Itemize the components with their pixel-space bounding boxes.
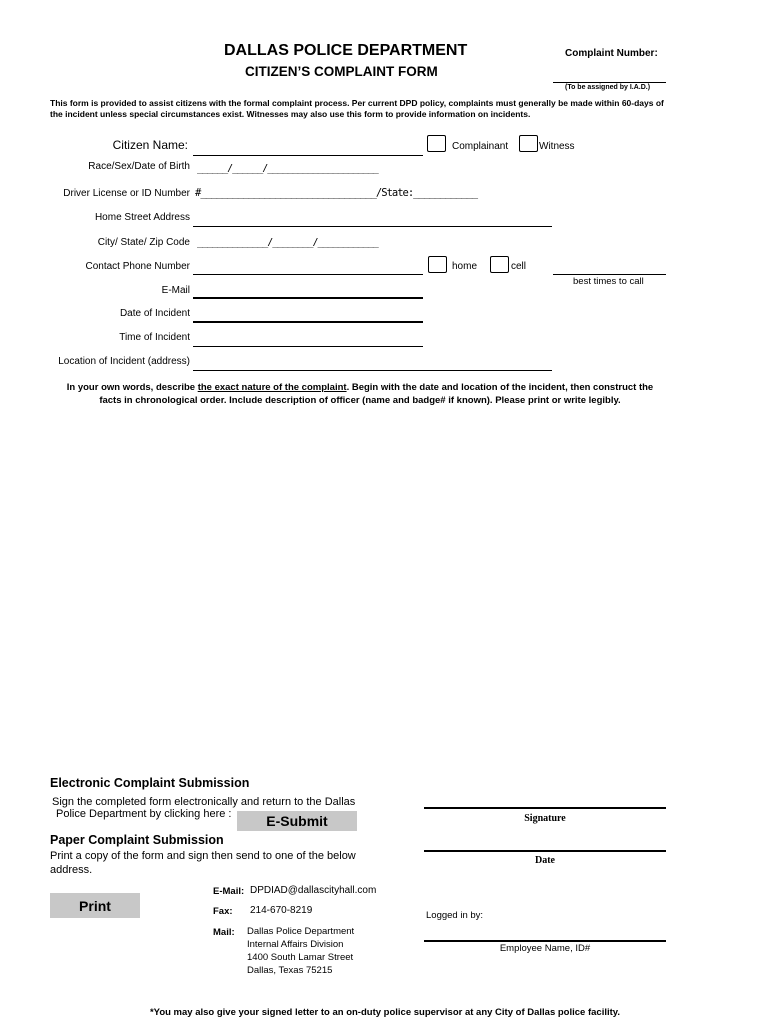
home-phone-label: home [452, 261, 478, 272]
best-times-field[interactable] [553, 274, 666, 275]
electronic-line-2: Police Department by clicking here : [56, 808, 232, 820]
driver-license-label: Driver License or ID Number [63, 188, 190, 199]
complainant-label: Complainant [452, 141, 509, 152]
e-submit-button[interactable]: E-Submit [237, 811, 357, 831]
mail-line-3: 1400 South Lamar Street [247, 952, 354, 963]
home-phone-checkbox[interactable] [428, 256, 447, 273]
mail-line-2: Internal Affairs Division [247, 939, 344, 950]
instructions-line-1: In your own words, describe the exact nature of the complaint. Begin with the date and location of the incident, then construct the [66, 382, 654, 393]
complainant-checkbox[interactable] [427, 135, 446, 152]
witness-checkbox[interactable] [519, 135, 538, 152]
complaint-number-label: Complaint Number: [565, 48, 658, 59]
contact-mail-label: Mail: [213, 927, 235, 938]
paper-heading: Paper Complaint Submission [50, 833, 224, 847]
best-times-label: best times to call [573, 276, 644, 287]
footer-note: *You may also give your signed letter to an on-duty police supervisor at any City of Dallas police facility. [149, 1007, 620, 1018]
mail-line-4: Dallas, Texas 75215 [247, 965, 333, 976]
race-sex-dob-label: Race/Sex/Date of Birth [88, 161, 190, 172]
contact-phone-label: Contact Phone Number [85, 261, 190, 272]
date-of-incident-label: Date of Incident [119, 308, 190, 319]
contact-email-label: E-Mail: [213, 886, 245, 897]
race-sex-dob-field[interactable]: ______/______/______________________ [197, 163, 378, 174]
electronic-heading: Electronic Complaint Submission [50, 776, 250, 790]
cell-phone-label: cell [511, 261, 527, 272]
complaint-number-line [553, 82, 666, 83]
citizen-name-field[interactable] [193, 155, 423, 156]
date-signed-line[interactable] [424, 850, 666, 852]
email-field[interactable] [193, 297, 423, 299]
assigned-note: (To be assigned by I.A.D.) [565, 84, 651, 91]
intro-line-1: This form is provided to assist citizens with the formal complaint process. Per current DPD policy, complaints must generally be made within 60-days of [50, 98, 664, 108]
date-signed-label: Date [535, 855, 555, 866]
location-label: Location of Incident (address) [58, 356, 190, 367]
city-state-zip-field[interactable]: ______________/________/____________ [197, 237, 378, 248]
contact-phone-field[interactable] [193, 274, 423, 275]
instructions-underlined: the exact nature of the complaint [197, 382, 347, 393]
instructions-line-2: facts in chronological order. Include description of officer (name and badge# if known). Please print or write legibly. [99, 395, 621, 406]
signature-line[interactable] [424, 807, 666, 809]
paper-line-2: address. [50, 864, 93, 876]
contact-email-value[interactable]: DPDIAD@dallascityhall.com [250, 885, 377, 896]
page-title: DALLAS POLICE DEPARTMENT [224, 42, 468, 59]
date-of-incident-field[interactable] [193, 321, 423, 323]
signature-label: Signature [524, 813, 566, 824]
mail-line-1: Dallas Police Department [247, 926, 355, 937]
logged-in-by-label: Logged in by: [426, 910, 484, 921]
complaint-narrative-area[interactable] [50, 412, 666, 767]
witness-label: Witness [539, 141, 575, 152]
email-label: E-Mail [161, 285, 190, 296]
time-of-incident-field[interactable] [193, 346, 423, 347]
paper-line-1: Print a copy of the form and sign then send to one of the below [50, 850, 356, 862]
form-subtitle: CITIZEN’S COMPLAINT FORM [245, 64, 438, 79]
contact-fax-label: Fax: [213, 906, 233, 917]
city-state-zip-label: City/ State/ Zip Code [97, 237, 190, 248]
intro-line-2: the incident unless special circumstances exist. Witnesses may also use this form to provide information on incidents. [50, 109, 531, 119]
home-street-field[interactable] [193, 226, 552, 227]
contact-fax-value: 214-670-8219 [250, 905, 313, 916]
employee-label: Employee Name, ID# [499, 943, 591, 954]
location-field[interactable] [193, 370, 552, 371]
cell-phone-checkbox[interactable] [490, 256, 509, 273]
print-button[interactable]: Print [50, 893, 140, 918]
driver-license-field[interactable]: #_________________________________/State:____________ [195, 187, 478, 199]
electronic-line-1: Sign the completed form electronically and return to the Dallas [52, 796, 356, 808]
time-of-incident-label: Time of Incident [119, 332, 190, 343]
citizen-name-label: Citizen Name: [112, 138, 188, 152]
employee-line[interactable] [424, 940, 666, 942]
home-street-label: Home Street Address [94, 212, 190, 223]
